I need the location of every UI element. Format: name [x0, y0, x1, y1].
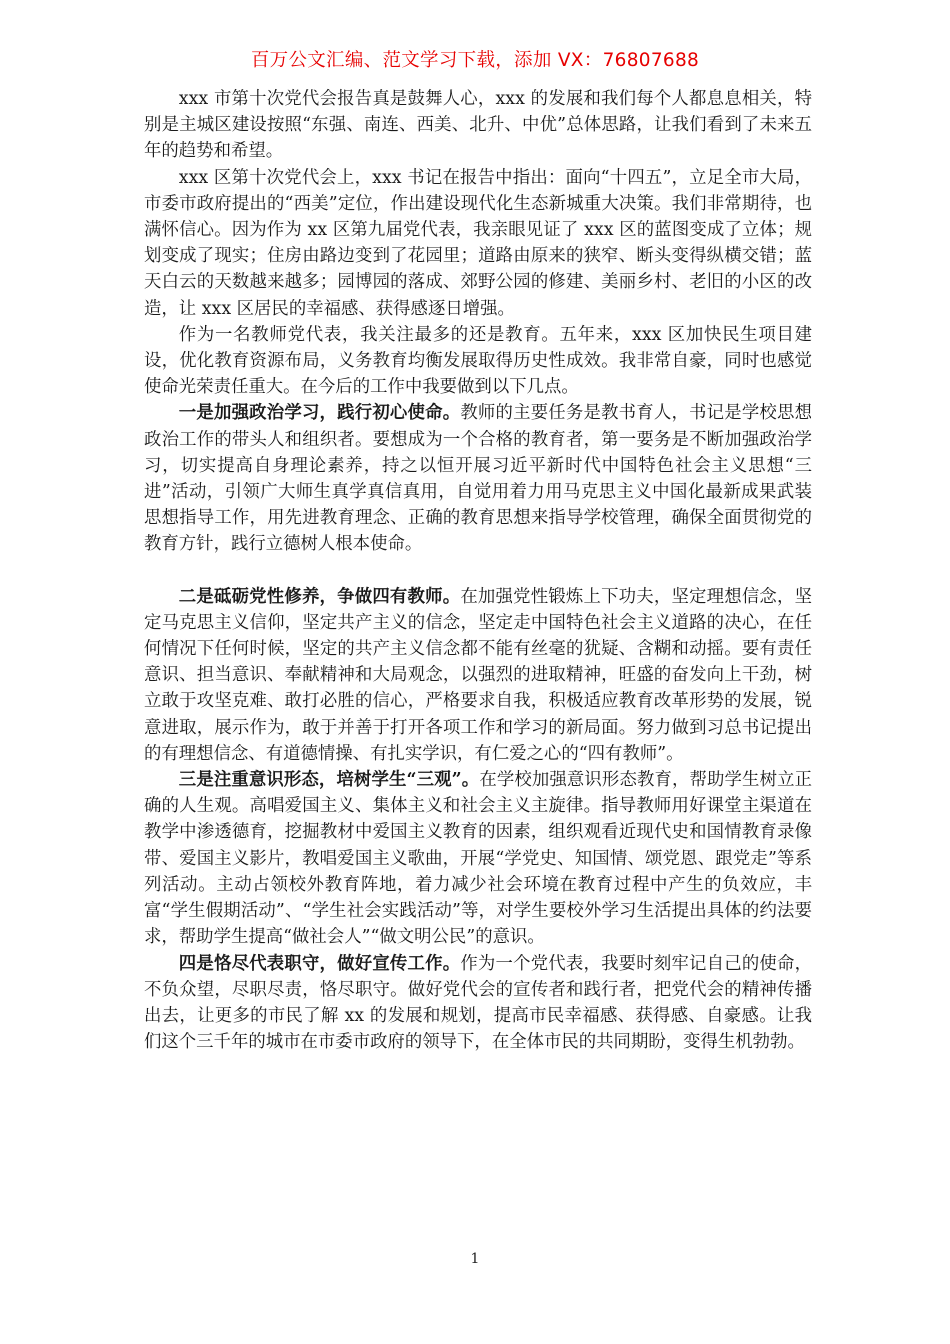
paragraph-lead: 四是恪尽代表职守，做好宣传工作。: [178, 953, 461, 974]
paragraph-text: 作为一名教师党代表，我关注最多的还是教育。五年来，xxx 区加快民生项目建设，优化教育资源布局，义务教育均衡发展取得历史性成效。我非常自豪，同时也感觉使命光荣责任重大。在今后的工作中我要做到以下几点。: [144, 324, 812, 398]
paragraph-text: xxx 市第十次党代会报告真是鼓舞人心，xxx 的发展和我们每个人都息息相关，特别是主城区建设按照“东强、南连、西美、北升、中优”总体思路，让我们看到了未来五年的趋势和希望。: [144, 89, 812, 162]
header-banner: 百万公文汇编、范文学习下载，添加 VX：76807688: [250, 50, 700, 71]
paragraph-education: [144, 322, 812, 401]
paragraph-text: 作为一个党代表，我要时刻牢记自己的使命，不负众望，尽职尽责，恪尽职守。做好党代会的宣传者和践行者，把党代会的精神传播出去，让更多的市民了解 xx 的发展和规划，提高市民幸福感、获得感、自豪感。让我们这个三千年的城市在市委市政府的领导下，在全体市民的共同期盼，变得生机勃勃。: [144, 953, 812, 1053]
paragraph-district-congress: [144, 165, 812, 322]
paragraph-point-two: [144, 584, 812, 767]
document-body: [144, 86, 812, 1055]
paragraph-lead: 二是砥砺党性修养，争做四有教师。: [178, 586, 461, 607]
paragraph-text: 教师的主要任务是教书育人，书记是学校思想政治工作的带头人和组织者。要想成为一个合格的教育者，第一要务是不断加强政治学习，切实提高自身理论素养，持之以恒开展习近平新时代中国特色社会主义思想“三进”活动，引领广大师生真学真信真用，自觉用着力用马克思主义中国化最新成果武装思想指导工作，用先进教育理念、正确的教育思想来指导学校管理，确保全面贯彻党的教育方针，践行立德树人根本使命。: [144, 403, 812, 555]
paragraph-text: 在加强党性锻炼上下功夫，坚定理想信念，坚定马克思主义信仰，坚定共产主义的信念，坚定走中国特色社会主义道路的决心，在任何情况下任何时候，坚定的共产主义信念都不能有丝毫的犹疑、含糊和动摇。要有责任意识、担当意识、奉献精神和大局观念，以强烈的进取精神，旺盛的奋发向上干劲，树立敢于攻坚克难、敢打必胜的信心，严格要求自我，积极适应教育改革形势的发展，锐意进取，展示作为，敢于并善于打开各项工作和学习的新局面。努力做到习总书记提出的有理想信念、有道德情操、有扎实学识，有仁爱之心的“四有教师”。: [144, 586, 812, 764]
page-number: 1: [470, 1251, 480, 1267]
paragraph-intro: [144, 86, 812, 165]
paragraph-lead: 三是注重意识形态，培树学生“三观”。: [178, 770, 480, 791]
paragraph-point-one: [144, 400, 812, 557]
paragraph-text: xxx 区第十次党代会上，xxx 书记在报告中指出：面向“十四五”，立足全市大局，市委市政府提出的“西美”定位，作出建设现代化生态新城重大决策。我们非常期待，也满怀信心。因为作为 xx 区第九届党代表，我亲眼见证了 xxx 区的蓝图变成了立体；规划变成了现实；住房由路边变到了花园里；道路由原来的狭窄、断头变得纵横交错；蓝天白云的天数越来越多；园博园的落成、郊野公园的修建、美丽乡村、老旧的小区的改造，让 xxx 区居民的幸福感、获得感逐日增强。: [144, 167, 812, 319]
paragraph-point-three: [144, 767, 812, 950]
paragraph-point-four: [144, 951, 812, 1056]
paragraph-text: 在学校加强意识形态教育，帮助学生树立正确的人生观。高唱爱国主义、集体主义和社会主义主旋律。指导教师用好课堂主渠道在教学中渗透德育，挖掘教材中爱国主义教育的因素，组织观看近现代史和国情教育录像带、爱国主义影片，教唱爱国主义歌曲，开展“学党史、知国情、颂党恩、跟党走”等系列活动。主动占领校外教育阵地，着力减少社会环境在教育过程中产生的负效应，丰富“学生假期活动”、“学生社会实践活动”等，对学生要校外学习生活提出具体的约法要求，帮助学生提高“做社会人”“做文明公民”的意识。: [144, 770, 812, 948]
paragraph-lead: 一是加强政治学习，践行初心使命。: [178, 403, 461, 424]
